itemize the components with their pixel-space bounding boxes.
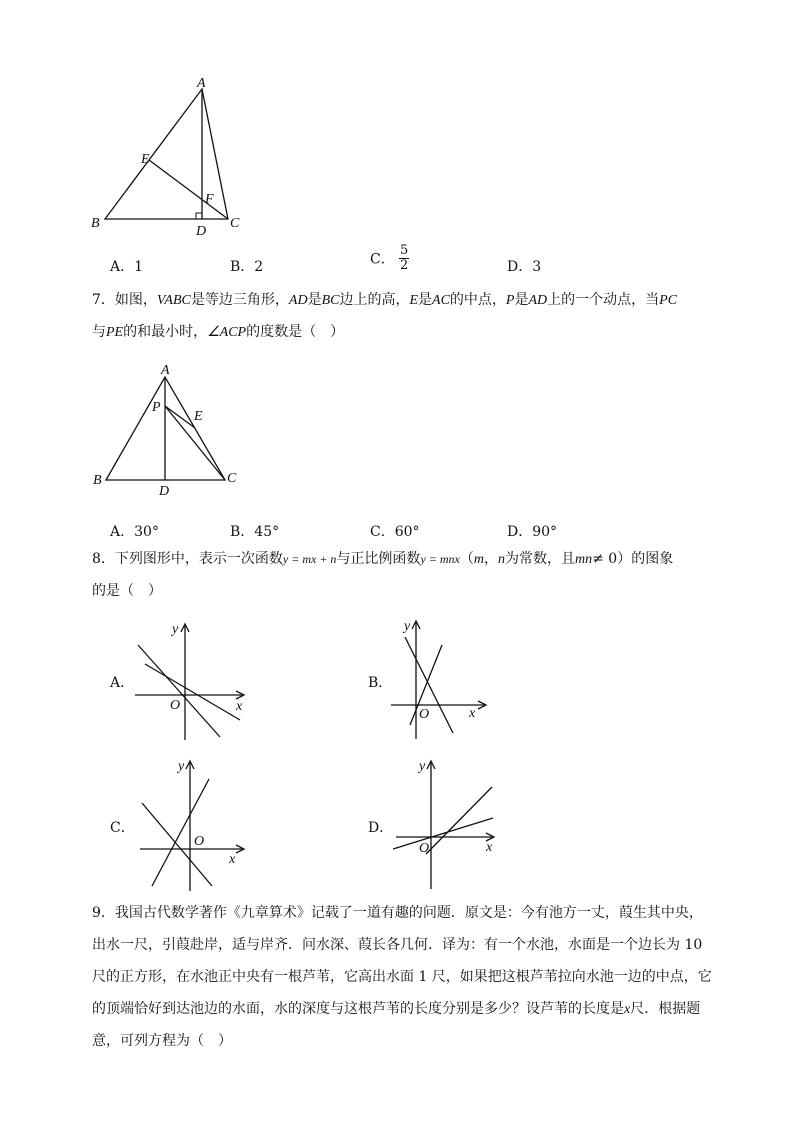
q8-graph-d (388, 755, 503, 895)
q8-graph-a-letter: A． (110, 675, 135, 691)
q8-text: 的是（ ） (92, 583, 162, 599)
q8-graph-d-line-1 (393, 818, 493, 849)
q8-text: 为常数，且 (504, 551, 575, 567)
q7-option-c-letter: C． (370, 524, 395, 540)
q9-line-3: 尺的正方形，在水池正中央有一根芦苇，它高出水面 1 尺，如果把这根芦苇拉向水池一边的中点，它 (92, 969, 712, 985)
q9-line-4 (92, 994, 700, 1025)
q7-label-d: D (159, 484, 170, 499)
q8-graph-b-y-label: y (404, 619, 411, 634)
q7-math: AD (288, 293, 308, 308)
q7-stem-line2 (92, 317, 344, 348)
q7-text: 的和最小时， (123, 324, 208, 340)
q8-graph-b (388, 615, 498, 745)
q9-line-5: 意，可列方程为（ ） (92, 1033, 232, 1049)
q6-option-b (230, 256, 263, 276)
q8-graph-a-line-1 (138, 645, 220, 737)
q8-math: n (497, 552, 505, 567)
q8-text: 与正比例函数 (336, 551, 421, 567)
q8-graph-d-line-2 (426, 787, 492, 854)
q6-option-c (370, 244, 409, 273)
q9-text: 尺．根据题 (630, 1001, 701, 1017)
q8-graph-c-origin: O (194, 834, 205, 849)
q7-math: AC (432, 293, 450, 308)
q8-graph-d-y-label: y (419, 759, 426, 774)
q7-option-a-letter: A． (110, 524, 135, 540)
q6-right-angle-mark (196, 213, 202, 219)
q7-math: VABC (156, 293, 191, 308)
q6-option-b-letter: B． (230, 259, 255, 275)
q7-text: 的度数是（ ） (246, 324, 345, 340)
q8-graph-a-line-2 (145, 664, 240, 720)
q7-label-a: A (161, 363, 170, 378)
q8-math: mn (574, 552, 593, 567)
q8-graph-c (130, 755, 255, 895)
q7-text: 7．如图， (92, 292, 157, 308)
q7-math: P (505, 293, 515, 308)
q6-option-a-letter: A． (110, 259, 135, 275)
q6-label-b: B (91, 216, 100, 231)
q6-triangle-figure (80, 75, 260, 245)
q6-option-b-value: 2 (254, 259, 264, 275)
q7-label-e: E (194, 409, 203, 424)
q6-segment-ec (149, 160, 228, 219)
q6-label-a: A (197, 76, 206, 91)
q7-option-d (507, 521, 557, 541)
q7-option-c (370, 521, 420, 541)
q7-math: ∠ACP (207, 325, 247, 340)
q6-option-d-letter: D． (507, 259, 533, 275)
q6-option-c-fraction (399, 244, 409, 273)
q9-text: 的顶端恰好到达池边的水面，水的深度与这根芦苇的长度分别是多少？设芦苇的长度是 (92, 1001, 624, 1017)
q6-label-d: D (196, 224, 207, 239)
q6-option-c-numerator: 5 (400, 243, 409, 258)
q6-label-e: E (141, 152, 150, 167)
q7-label-c: C (227, 471, 237, 486)
q8-text: （ (459, 551, 474, 567)
q6-label-c: C (230, 216, 240, 231)
q8-formula: y = mx + n (282, 552, 337, 566)
q8-graph-d-letter: D． (368, 820, 394, 836)
q7-math: E (409, 293, 419, 308)
q6-option-d (507, 256, 541, 276)
q8-graph-c-x-label: x (229, 852, 236, 867)
q8-graph-c-letter: C． (110, 820, 135, 836)
q8-graph-c-line-1 (152, 779, 209, 886)
q6-option-a-value: 1 (134, 259, 144, 275)
q8-graph-c-y-label: y (178, 759, 185, 774)
q7-math: PC (659, 293, 678, 308)
q6-option-d-value: 3 (532, 259, 542, 275)
q6-option-c-denominator: 2 (400, 258, 409, 273)
q8-graph-a (130, 620, 255, 745)
q8-text: ≠ 0）的图象 (592, 551, 674, 567)
q7-option-d-value: 90° (532, 524, 558, 540)
q8-graph-a-origin: O (170, 698, 181, 713)
q7-text: 上的一个动点，当 (547, 292, 660, 308)
q7-stem-line1 (92, 285, 677, 316)
q8-stem-line1 (92, 544, 673, 575)
q7-math: BC (321, 293, 340, 308)
q8-formula: y = mnx (420, 552, 460, 566)
q8-graph-b-letter: B． (368, 675, 393, 691)
q6-option-a (110, 256, 143, 276)
q7-option-c-value: 60° (394, 524, 420, 540)
q8-text: 8．下列图形中，表示一次函数 (92, 551, 283, 567)
q7-triangle-figure (88, 360, 258, 500)
q7-option-b-value: 45° (254, 524, 280, 540)
q8-graph-d-origin: O (419, 841, 430, 856)
q7-math: PE (106, 325, 124, 340)
q8-stem-line2 (92, 576, 162, 606)
q7-option-a-value: 30° (134, 524, 159, 540)
q7-math: AD (528, 293, 548, 308)
q7-text: 边上的高， (339, 292, 410, 308)
q7-option-d-letter: D． (507, 524, 533, 540)
q7-text: 是等边三角形， (190, 292, 289, 308)
q7-text: 的中点， (449, 292, 506, 308)
q7-text: 是 (418, 292, 433, 308)
q7-text: 与 (92, 324, 106, 340)
q7-option-a (110, 521, 159, 541)
q7-option-b-letter: B． (230, 524, 255, 540)
q8-graph-a-y-label: y (172, 622, 179, 637)
q9-math: x (624, 1002, 631, 1017)
q6-option-c-letter: C． (370, 251, 395, 268)
q8-text: ， (483, 551, 498, 567)
q9-line-2: 出水一尺，引葭赴岸，适与岸齐．问水深、葭长各几何．译为：有一个水池，水面是一个边长为 10 (92, 937, 703, 953)
q8-graph-a-x-label: x (236, 699, 243, 714)
q7-text: 是 (514, 292, 529, 308)
q6-label-f: F (205, 192, 214, 207)
q7-label-p: P (152, 400, 161, 415)
q8-math: m (473, 552, 484, 567)
q7-label-b: B (93, 473, 102, 488)
q7-text: 是 (307, 292, 322, 308)
q8-graph-d-x-label: x (486, 840, 493, 855)
q8-graph-b-origin: O (419, 707, 430, 722)
q9-line-1: 9．我国古代数学著作《九章算术》记载了一道有趣的问题．原文是：今有池方一丈，葭生其中央， (92, 905, 703, 921)
q7-option-b (230, 521, 279, 541)
q8-graph-b-x-label: x (469, 706, 476, 721)
